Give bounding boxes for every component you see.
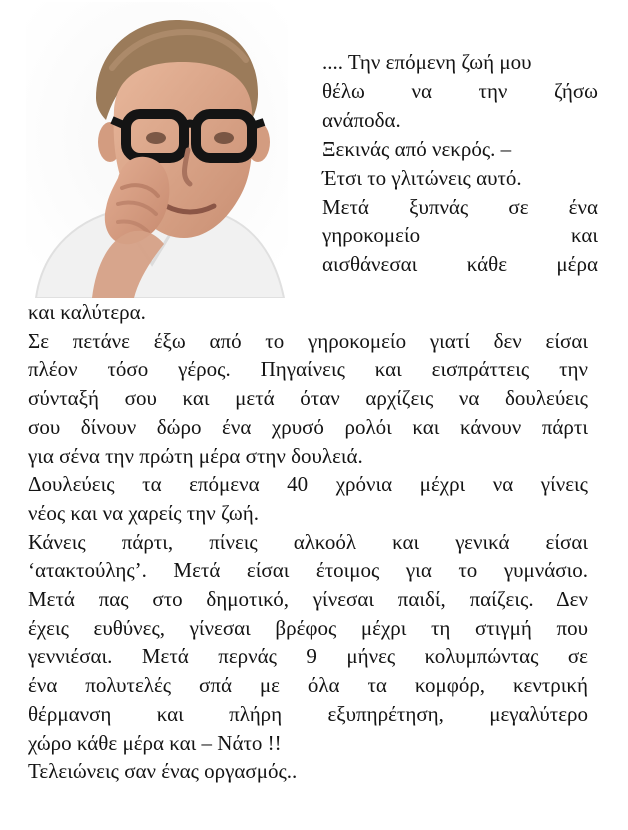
quote-line: Κάνεις πάρτι, πίνεις αλκοόλ και γενικά είσαι [28,529,588,554]
quote-line: αισθάνεσαι κάθε μέρα [322,252,598,277]
quote-line: για σένα την πρώτη μέρα στην δουλειά. [28,443,363,468]
author-portrait [26,2,288,298]
quote-line: Δουλεύεις τα επόμενα 40 χρόνια μέχρι να γίνεις [28,472,588,497]
quote-line: .... Την επόμενη ζωή μου [322,50,532,74]
quote-text-body [28,298,588,786]
quote-line: νέος και να χαρείς την ζωή. [28,500,259,525]
quote-line: Σε πετάνε έξω από το γηροκομείο γιατί δεν είσαι [28,328,588,353]
quote-line: ένα πολυτελές σπά με όλα τα κομφόρ, κεντρική [28,673,588,698]
quote-line: πλέον τόσο γέρος. Πηγαίνεις και εισπράττεις την [28,357,588,382]
quote-line: χώρο κάθε μέρα και – Νάτο !! [28,730,282,755]
quote-line: και καλύτερα. [28,300,146,324]
quote-line: Μετά ξυπνάς σε ένα [322,194,598,219]
quote-line: θέρμανση και πλήρη εξυπηρέτηση, μεγαλύτερο [28,701,588,726]
quote-line: γηροκομείο και [322,223,598,248]
portrait-illustration [26,2,288,298]
quote-line: γεννιέσαι. Μετά περνάς 9 μήνες κολυμπώντας σε [28,644,588,669]
quote-line: θέλω να την ζήσω [322,78,598,103]
quote-line: Έτσι το γλιτώνεις αυτό. [322,165,522,190]
quote-line: Ξεκινάς από νεκρός. – [322,136,512,161]
quote-line: έχεις ευθύνες, γίνεσαι βρέφος μέχρι τη στιγμή που [28,615,588,640]
quote-line: ‘ατακτούλης’. Μετά είσαι έτοιμος για το γυμνάσιο. [28,558,588,583]
quote-line: ανάποδα. [322,107,401,132]
quote-line: Μετά πας στο δημοτικό, γίνεσαι παιδί, παίζεις. Δεν [28,587,588,612]
quote-line: σύνταξή σου και μετά όταν αρχίζεις να δουλεύεις [28,386,588,411]
quote-line: σου δίνουν δώρο ένα χρυσό ρολόι και κάνουν πάρτι [28,414,588,439]
quote-line: Τελειώνεις σαν ένας οργασμός.. [28,759,298,784]
quote-text-top [322,48,598,279]
